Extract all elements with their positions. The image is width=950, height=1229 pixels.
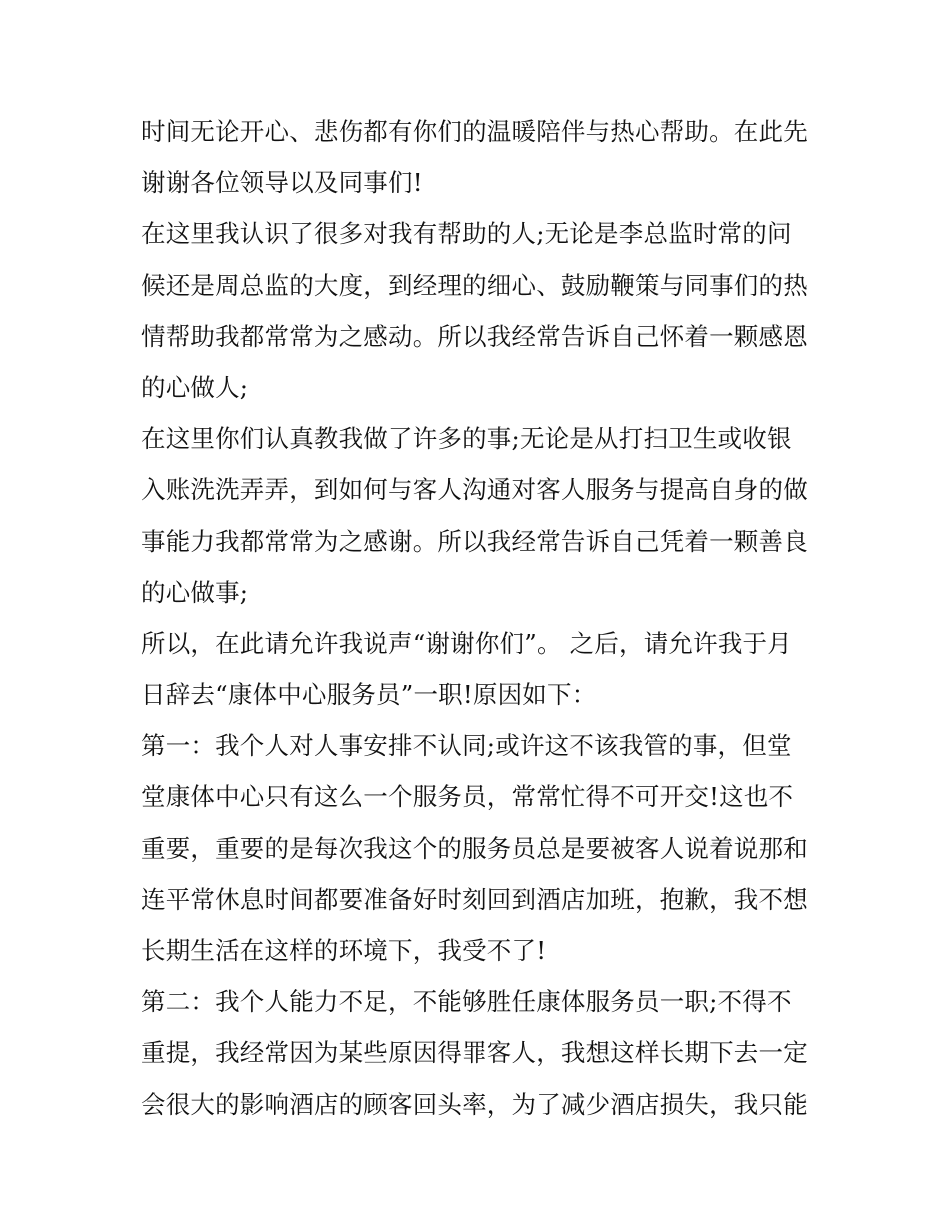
text-line: 的心做人; [141, 372, 249, 402]
text-line: 在这里你们认真教我做了许多的事;无论是从打扫卫生或收银 [141, 424, 792, 454]
text-line: 入账洗洗弄弄，到如何与客人沟通对客人服务与提高自身的做 [141, 475, 808, 505]
text-line: 事能力我都常常为之感谢。所以我经常告诉自己凭着一颗善良 [141, 526, 808, 556]
text-line: 的心做事; [141, 577, 249, 607]
text-line: 长期生活在这样的环境下，我受不了! [141, 936, 547, 965]
document-body [141, 106, 821, 1130]
text-line: 重要，重要的是每次我这个的服务员总是要被客人说着说那和 [141, 833, 808, 863]
text-line: 第一：我个人对人事安排不认同;或许这不该我管的事，但堂 [141, 731, 792, 761]
text-line: 连平常休息时间都要准备好时刻回到酒店加班，抱歉，我不想 [141, 884, 808, 914]
text-line: 第二：我个人能力不足，不能够胜任康体服务员一职;不得不 [141, 987, 792, 1017]
text-line: 堂康体中心只有这么一个服务员，常常忙得不可开交!这也不 [141, 782, 794, 812]
text-line: 谢谢各位领导以及同事们! [141, 168, 423, 198]
text-line: 日辞去“康体中心服务员”一职!原因如下： [141, 680, 597, 710]
text-line: 在这里我认识了很多对我有帮助的人;无论是李总监时常的问 [141, 219, 792, 249]
text-line: 会很大的影响酒店的顾客回头率，为了减少酒店损失，我只能 [141, 1089, 808, 1119]
text-line: 时间无论开心、悲伤都有你们的温暖陪伴与热心帮助。在此先 [141, 117, 808, 146]
text-line: 候还是周总监的大度，到经理的细心、鼓励鞭策与同事们的热 [141, 270, 808, 300]
text-line: 重提，我经常因为某些原因得罪客人，我想这样长期下去一定 [141, 1038, 808, 1068]
text-line: 情帮助我都常常为之感动。所以我经常告诉自己怀着一颗感恩 [141, 321, 808, 351]
text-line: 所以，在此请允许我说声“谢谢你们”。 之后，请允许我于月 [141, 628, 792, 658]
